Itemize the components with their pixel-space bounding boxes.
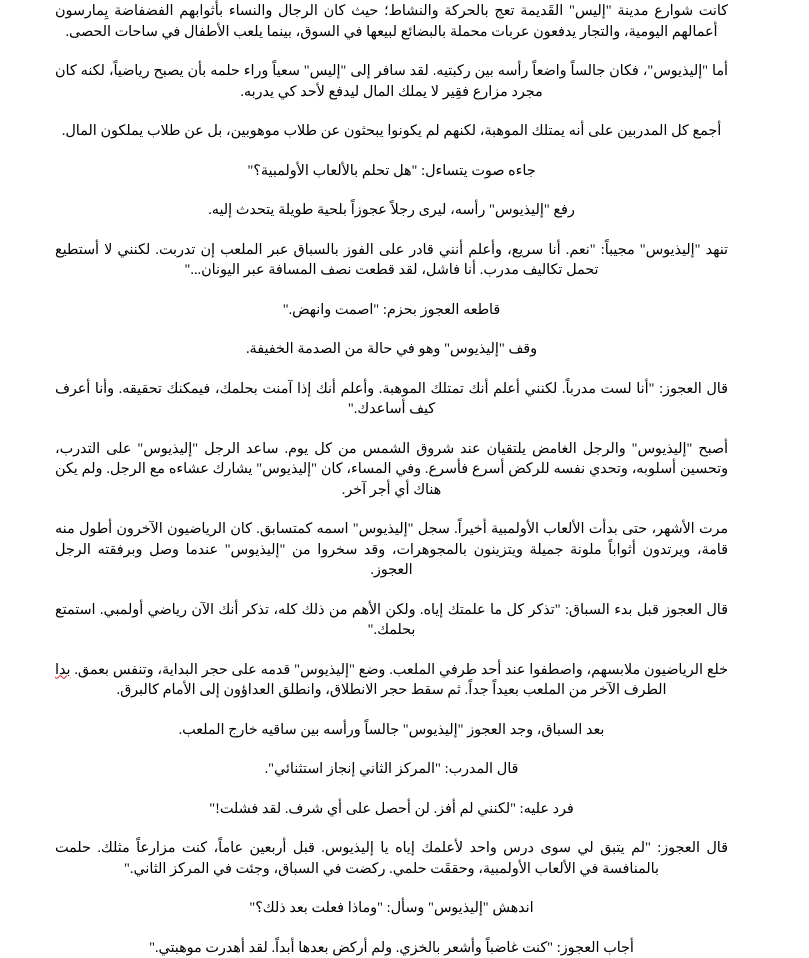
paragraph-1: كانت شوارع مدينة "إليس" القَديمة تعج بالحركة والنشاط؛ حيث كان الرجال والنساء بأثوابهم الفضفاضة يِمارسون أعمالهم اليومية، والتجار يدفعون عربات محملة بالبضائع لبيعها في السوق، بينما يلعب الأطفال في ساحات الحصى.	[55, 0, 728, 42]
paragraph-11: مرت الأشهر، حتى بدأت الألعاب الأولمبية أخيراً. سجل "إليذيوس" اسمه كمتسابق. كان الرياضيون الآخرون أطول منه قامة، ويرتدون أثواباً ملونة جميلة ويتزينون بالمجوهرات، وقد سخروا من "إليذيوس" عندما وصل وبرفقته الرجل العجوز.	[55, 519, 728, 581]
paragraph-15: قال المدرب: "المركز الثاني إنجاز استثنائي".	[55, 759, 728, 780]
paragraph-3: أجمع كل المدربين على أنه يمتلك الموهبة، لكنهم لم يكونوا يبحثون عن طلاب موهوبين، بل عن طلاب يملكون المال.	[55, 121, 728, 142]
paragraph-spacer	[55, 142, 728, 161]
paragraph-spacer	[55, 281, 728, 300]
paragraph-spacer	[55, 42, 728, 61]
paragraph-10: أصبح "إليذيوس" والرجل الغامض يلتقيان عند شروق الشمس من كل يوم. ساعد الرجل "إليذيوس" على التدرب، وتحسين أسلوبه، وتحدي نفسه للركض أسرع فأسرع. وفي المساء، كان "إليذيوس" يشارك عشاءه مع الرجل. ولم يكن هناك أي أجر آخر.	[55, 439, 728, 501]
paragraph-13	[55, 660, 728, 701]
paragraph-spacer	[55, 879, 728, 898]
paragraph-spacer	[55, 780, 728, 799]
paragraph-spacer	[55, 919, 728, 938]
paragraph-19: أجاب العجوز: "كنت غاضباً وأشعر بالخزي. ولم أركض بعدها أبداً. لقد أهدرت موهبتي."	[55, 938, 728, 958]
paragraph-16: فرد عليه: "لكنني لم أفز. لن أحصل على أي شرف. لقد فشلت!"	[55, 799, 728, 820]
paragraph-spacer	[55, 581, 728, 600]
paragraph-spacer	[55, 819, 728, 838]
paragraph-spacer	[55, 740, 728, 759]
paragraph-12: قال العجوز قبل بدء السباق: "تذكر كل ما علمتك إياه. ولكن الأهم من ذلك كله، تذكر أنك الآن رياضي أولمبي. استمتع بحلمك."	[55, 600, 728, 641]
paragraph-18: اندهش "إليذيوس" وسأل: "وماذا فعلت بعد ذلك؟"	[55, 898, 728, 919]
paragraph-13-text-before: خلع الرياضيون ملابسهم، واصطفوا عند أحد طرفي الملعب. وضع "إليذيوس" قدمه على حجر البداية، وتنفس بعمق.	[70, 662, 728, 678]
paragraph-spacer	[55, 701, 728, 720]
paragraph-4: جاءه صوت يتساءل: "هل تحلم بالألعاب الأولمبية؟"	[55, 161, 728, 182]
paragraph-spacer	[55, 500, 728, 519]
paragraph-14: بعد السباق، وجد العجوز "إليذيوس" جالساً ورأسه بين ساقيه خارج الملعب.	[55, 720, 728, 741]
paragraph-9: قال العجوز: "أنا لست مدرباً. لكنني أعلم أنك تمتلك الموهبة. وأعلم أنك إذا آمنت بحلمك، فيمكنك تحقيقه. وأنا أعرف كيف أساعدك."	[55, 379, 728, 420]
paragraph-5: رفع "إليذيوس" رأسه، ليرى رجلاً عجوزاً بلحية طويلة يتحدث إليه.	[55, 200, 728, 221]
paragraph-6: تنهد "إليذيوس" مجيباً: "نعم. أنا سريع، وأعلم أنني قادر على الفوز بالسباق عبر الملعب إن تدربت. لكنني لا أستطيع تحمل تكاليف مدرب. أنا فاشل، لقد قطعت نصف المسافة عبر اليونان..."	[55, 240, 728, 281]
paragraph-spacer	[55, 420, 728, 439]
paragraph-13-text-after: الطرف الآخر من الملعب بعيداً جداً. ثم سقط حجر الانطلاق، وانطلق العداؤون إلى الأمام كالبرق.	[117, 682, 667, 698]
spellcheck-flagged-word: بدا	[55, 662, 70, 678]
paragraph-spacer	[55, 221, 728, 240]
document-body	[55, 0, 728, 958]
paragraph-2: أما "إليذيوس"، فكان جالساً واضعاً رأسه بين ركبتيه. لقد سافر إلى "إليس" سعياً وراء حلمه بأن يصبح رياضياً، لكنه كان مجرد مزارع فقِير لا يملك المال ليدفع لأحد كي يدربه.	[55, 61, 728, 102]
paragraph-8: وقف "إليذيوس" وهو في حالة من الصدمة الخفيفة.	[55, 339, 728, 360]
paragraph-spacer	[55, 360, 728, 379]
paragraph-spacer	[55, 102, 728, 121]
paragraph-spacer	[55, 320, 728, 339]
paragraph-spacer	[55, 181, 728, 200]
paragraph-spacer	[55, 641, 728, 660]
paragraph-17: قال العجوز: "لم يتبق لي سوى درس واحد لأعلمك إياه يا إليذيوس. قبل أربعين عاماً، كنت مزارعاً مثلك. حلمت بالمنافسة في الألعاب الأولمبية، وحققَت حلمي. ركضت في السباق، وجئت في المركز الثاني."	[55, 838, 728, 879]
paragraph-7: قاطعه العجوز بحزم: "اصمت وانهض."	[55, 300, 728, 321]
